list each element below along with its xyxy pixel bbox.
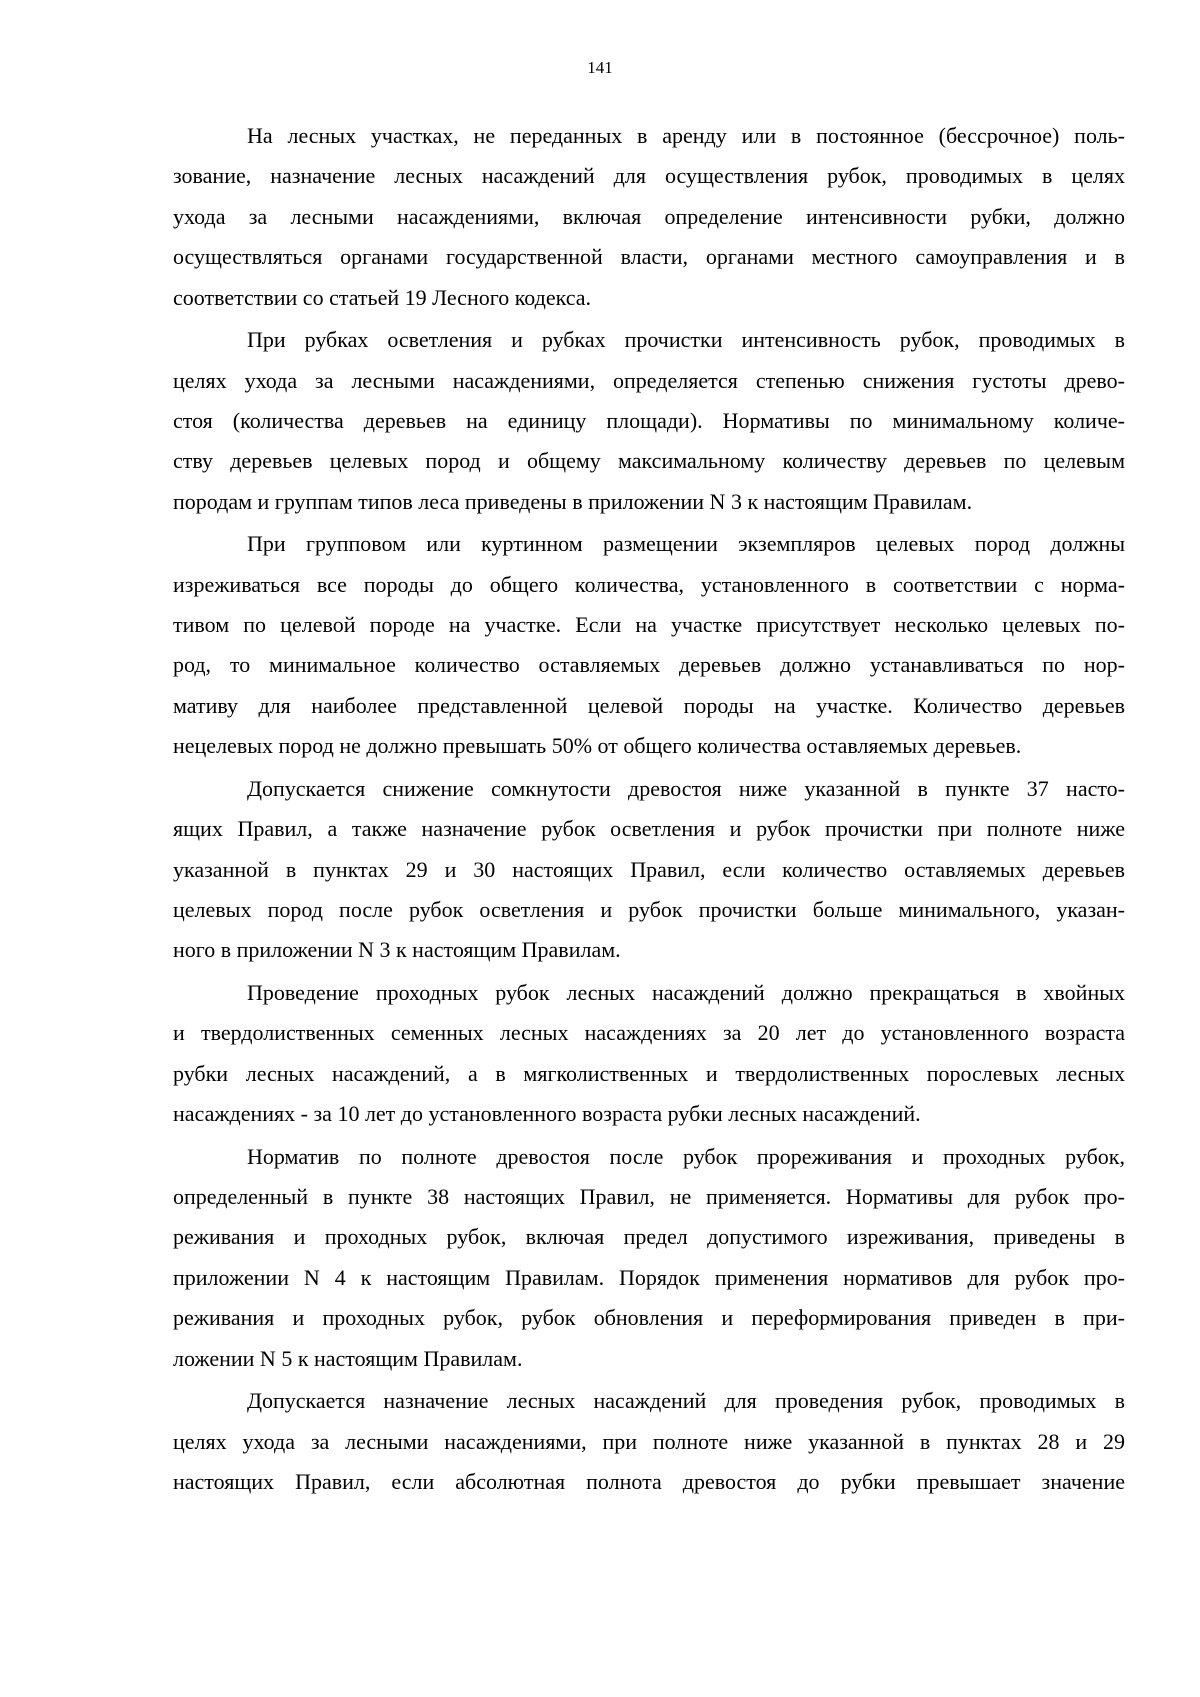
paragraph [173, 1381, 1125, 1502]
text-line: Норматив по полноте древостоя после рубок прореживания и проходных рубок, [247, 1143, 1125, 1169]
text-line: ного в приложении N 3 к настоящим Правилам. [173, 937, 621, 963]
text-line: мативу для наиболее представленной целевой породы на участке. Количество деревьев [173, 692, 1125, 718]
page-number: 141 [587, 58, 613, 77]
text-line: рубки лесных насаждений, а в мягколиственных и твердолиственных порослевых лесных [173, 1060, 1125, 1086]
text-line: нецелевых пород не должно превышать 50% от общего количества оставляемых деревьев. [173, 733, 1022, 759]
text-line: При групповом или куртинном размещении экземпляров целевых пород должны [247, 531, 1125, 557]
text-line: стоя (количества деревьев на единицу площади). Нормативы по минимальному количе- [173, 407, 1125, 433]
paragraph [173, 973, 1125, 1135]
document-body [173, 116, 1125, 1502]
text-line: При рубках осветления и рубках прочистки интенсивность рубок, проводимых в [247, 327, 1125, 353]
paragraph [173, 524, 1125, 766]
text-line: осуществляться органами государственной власти, органами местного самоуправления и в [173, 244, 1125, 270]
text-line: зование, назначение лесных насаждений для осуществления рубок, проводимых в целях [173, 163, 1125, 189]
text-line: ухода за лесными насаждениями, включая определение интенсивности рубки, должно [173, 203, 1125, 229]
text-line: настоящих Правил, если абсолютная полнота древостоя до рубки превышает значение [173, 1469, 1125, 1495]
paragraph [173, 1137, 1125, 1379]
text-line: реживания и проходных рубок, включая предел допустимого изреживания, приведены в [173, 1224, 1125, 1250]
text-line: определенный в пункте 38 настоящих Правил, не применяется. Нормативы для рубок про- [173, 1184, 1125, 1210]
text-line: род, то минимальное количество оставляемых деревьев должно устанавливаться по нор- [173, 652, 1125, 678]
text-line: приложении N 4 к настоящим Правилам. Порядок применения нормативов для рубок про- [173, 1264, 1125, 1290]
text-line: тивом по целевой породе на участке. Если на участке присутствует несколько целевых по- [173, 612, 1125, 638]
text-line: целях ухода за лесными насаждениями, при полноте ниже указанной в пунктах 28 и 29 [173, 1428, 1125, 1454]
text-line: ложении N 5 к настоящим Правилам. [173, 1345, 523, 1371]
text-line: и твердолиственных семенных лесных насаждениях за 20 лет до установленного возраста [173, 1020, 1125, 1046]
text-line: целевых пород после рубок осветления и рубок прочистки больше минимального, указан- [173, 896, 1125, 922]
text-line: изреживаться все породы до общего количества, установленного в соответствии с норма- [173, 571, 1125, 597]
text-line: На лесных участках, не переданных в аренду или в постоянное (бессрочное) поль- [247, 123, 1125, 148]
text-line: целях ухода за лесными насаждениями, определяется степенью снижения густоты древо- [173, 367, 1125, 393]
text-line: ящих Правил, а также назначение рубок осветления и рубок прочистки при полноте ниже [173, 816, 1125, 842]
text-line: Допускается снижение сомкнутости древостоя ниже указанной в пункте 37 насто- [247, 775, 1125, 801]
text-line: указанной в пунктах 29 и 30 настоящих Правил, если количество оставляемых деревьев [173, 856, 1125, 882]
text-line: соответствии со статьей 19 Лесного кодекса. [173, 284, 592, 310]
paragraph [173, 769, 1125, 971]
text-line: породам и группам типов леса приведены в приложении N 3 к настоящим Правилам. [173, 488, 973, 514]
paragraph [173, 320, 1125, 522]
paragraph [173, 116, 1125, 318]
text-line: реживания и проходных рубок, рубок обновления и переформирования приведен в при- [173, 1305, 1125, 1331]
text-line: Допускается назначение лесных насаждений для проведения рубок, проводимых в [247, 1388, 1125, 1414]
text-line: Проведение проходных рубок лесных насаждений должно прекращаться в хвойных [247, 979, 1125, 1005]
text-line: насаждениях - за 10 лет до установленного возраста рубки лесных насаждений. [173, 1101, 921, 1127]
text-line: ству деревьев целевых пород и общему максимальному количеству деревьев по целевым [173, 448, 1125, 474]
